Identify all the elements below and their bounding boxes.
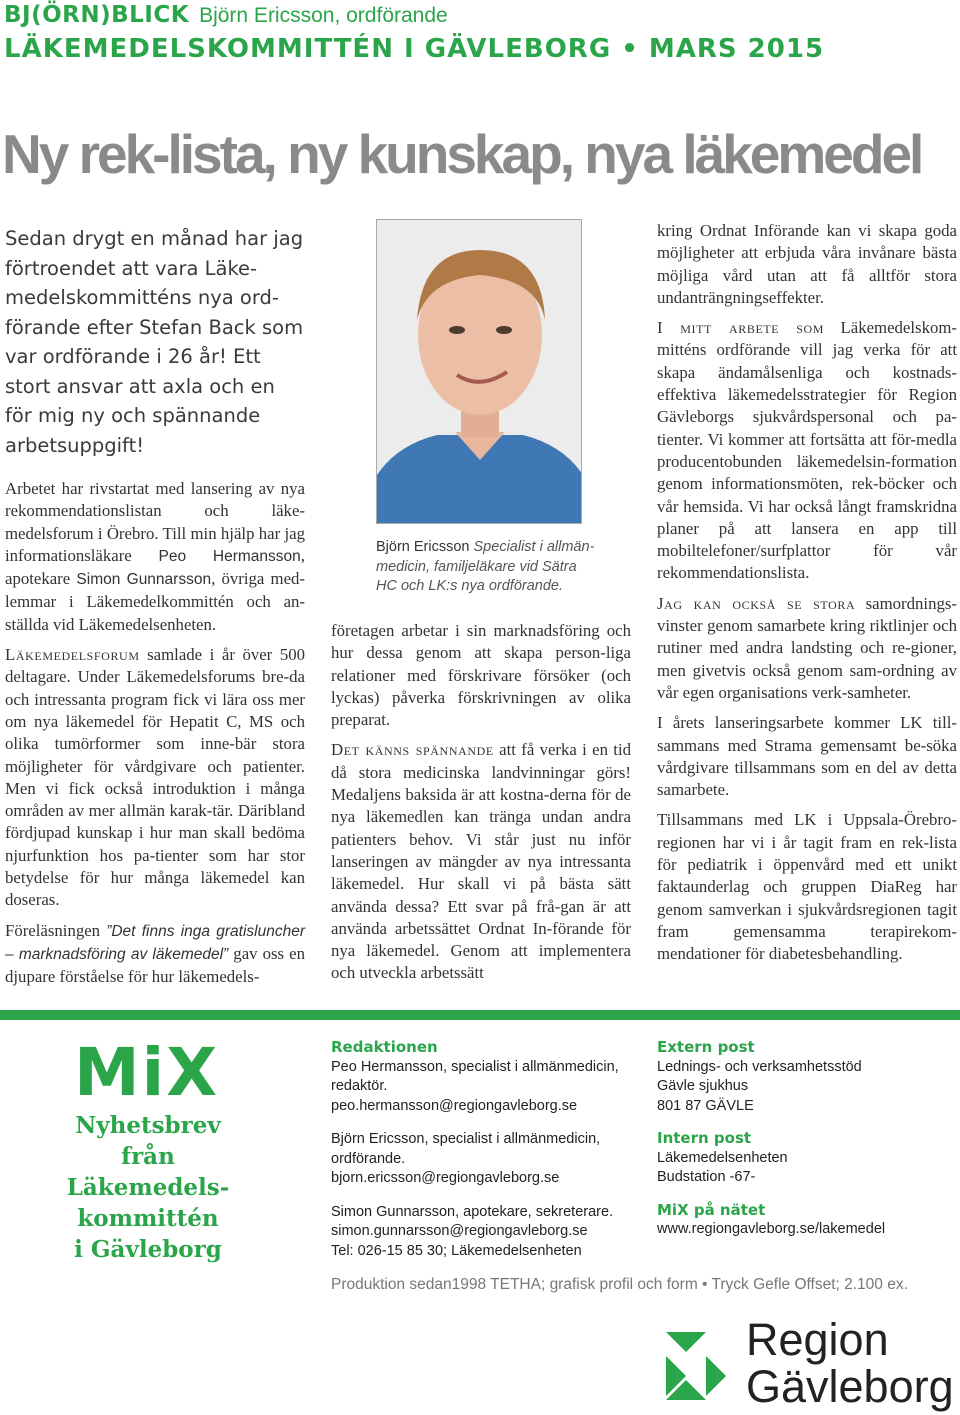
contact-info [657, 1038, 957, 1253]
column-brand: BJ(ÖRN)BLICK [4, 2, 190, 28]
newsletter-header [4, 2, 448, 28]
paragraph: I årets lanseringsarbete kommer LK till-sammans med Strama gemensamt be-söka vårdgivare tillsammans som en del av detta samarbete. [657, 713, 957, 800]
paragraph: kring Ordnat Införande kan vi skapa goda möjligheter att erbjuda våra invånare bästa möjliga vård utan att få alltför stora undanträngningseffekter. [657, 221, 957, 307]
author-photo [376, 219, 582, 524]
paragraph: Tillsammans med LK i Uppsala-Örebro-regionen har vi i år tagit fram en rek-lista för pediatrik i öppenvård med ett unikt faktaunderlag och gruppen DiaReg har genom samverkan i sjukvårdsregionen tagit fram gemensamma terapirekom-mendationer för diabetesbehandling. [657, 810, 957, 964]
paragraph: Föreläsningen ”Det finns inga gratisluncher – marknadsföring av läkemedel” gav oss en djupare förståelse för hur läkemedels- [5, 920, 305, 987]
email-link[interactable]: simon.gunnarsson@regiongavleborg.se [331, 1223, 588, 1239]
lead-paragraph: Sedan drygt en månad har jag förtroendet att vara Läke-medelskommitténs nya ord-förande efter Stefan Back som var ordförande i 26 år! Ett stort ansvar att axla och en för mig ny och spännande arbetsuppgift! [5, 227, 304, 457]
region-logo-line1: Region [746, 1314, 889, 1365]
paragraph: Det känns spännande att få verka i en tid då stora medicinska landvinningar görs! Medaljens baksida är att kostna-derna för de nya läkemedlen kan tränga undan andra patienters behov. Vi står just nu inför lanseringen av mängder av nya intressanta läkemedel. Hur skall vi på bästa sätt använda dessa? Ett svar på frå-gan är att använda arbetssättet Ordnat In-förande för nya läkemedel. Genom att implementera och utveckla arbetssätt [331, 740, 631, 983]
staff-member: Björn Ericsson, specialist i allmänmedicin, ordförande. bjorn.ericsson@regiongavleborg.se [331, 1130, 641, 1189]
caption-name: Björn Ericsson [376, 539, 470, 555]
logo-mark-icon [666, 1332, 726, 1400]
mix-logo: MiX [74, 1034, 220, 1111]
mix-web: MiX på nätet www.regiongavleborg.se/lakemedel [657, 1201, 957, 1240]
article-column-3 [657, 220, 957, 974]
caption-text: Specialist i allmän-medicin, familjeläkare vid Sätra HC och LK:s nya ordförande. [376, 539, 595, 594]
region-logo-line2: Gävleborg [746, 1361, 954, 1412]
email-link[interactable]: peo.hermansson@regiongavleborg.se [331, 1097, 578, 1114]
article-column-2 [331, 620, 631, 993]
article-headline: Ny rek-lista, ny kunskap, nya läkemedel [2, 123, 922, 185]
extern-post: Extern post Lednings- och verksamhetsstöd Gävle sjukhus 801 87 GÄVLE [657, 1038, 862, 1114]
editorial-heading: Redaktionen [331, 1038, 438, 1056]
editorial-staff [331, 1038, 641, 1275]
paragraph: Jag kan också se stora samordnings-vinster genom samarbete kring riktlinjer och rutiner med andra landsting och re-gioner, men givetvis också genom sam-ordning av vår egen organisations verk-samheter. [657, 593, 957, 702]
paragraph: Arbetet har rivstartat med lansering av nya rekommendationslistan och läke-medelsforum i Örebro. Till min hjälp har jag informationsläkare Peo Hermansson, apotekare Simon Gunnarsson, övriga med-lemmar i Läkemedelkommittén och an-ställda vid Läkemedelsenheten. [5, 479, 305, 634]
issue-line: LÄKEMEDELSKOMMITTÉN I GÄVLEBORG • MARS 2015 [4, 34, 825, 64]
staff-member: Simon Gunnarsson, apotekare, sekreterare. simon.gunnarsson@regiongavleborg.se Tel: 026-15 85 30; Läkemedelsenheten [331, 1203, 641, 1262]
paragraph: Läkemedelsforum samlade i år över 500 deltagare. Under Läkemedelsforums bre-da och intressanta program fick vi lära oss mer om nya läkemedel för Hepatit C, MS och olika tumörformer som inne-bär stora möjligheter för vårdgivare och patienter. Men vi fick också introduktion i många områden av mer allmän karak-tär. Däribland fördjupad kunskap i hur man skall bedöma njurfunktion hos pa-tienter som har stor betydelse för hur många läkemedel kan doseras. [5, 645, 305, 910]
photo-caption [376, 538, 596, 597]
portrait-illustration [377, 220, 582, 524]
section-divider [0, 1010, 960, 1020]
website-link[interactable]: www.regiongavleborg.se/lakemedel [657, 1221, 886, 1237]
production-credits: Produktion sedan1998 TETHA; grafisk profil och form • Tryck Gefle Offset; 2.100 ex. [331, 1276, 908, 1293]
paragraph: I mitt arbete som Läkemedelskom-mitténs ordförande vill jag verka för att skapa ändamålsenliga och kostnads-effektiva läkemedelsstrategier för Region Gävleborgs sjukvårdspersonal och pa-tienter. Vi kommer att fortsätta att för-medla producentobunden läkemedelsin-formation genom informationsmöten, rek-böcker och vår hemsida. Vi har också långt framskridna planer på att lansera en app till mobiltelefoner/surfplattor för vår rekommendationslista. [657, 318, 957, 583]
mix-subtitle: Nyhetsbrev från Läkemedels- kommittén i Gävleborg [66, 1112, 230, 1263]
intern-post: Intern post Läkemedelsenheten Budstation -67- [657, 1129, 788, 1185]
column-byline: Björn Ericsson, ordförande [199, 4, 448, 27]
paragraph: företagen arbetar i sin marknadsföring och hur dessa genom att skapa person-liga relationer med förskrivare försöker (och lyckas) påverka förskrivningen av olika preparat. [331, 621, 631, 730]
email-link[interactable]: bjorn.ericsson@regiongavleborg.se [331, 1170, 560, 1186]
article-column-1 [5, 478, 305, 997]
staff-member: Peo Hermansson, specialist i allmänmedicin, redaktör. peo.hermansson@regiongavleborg.se [331, 1058, 641, 1117]
